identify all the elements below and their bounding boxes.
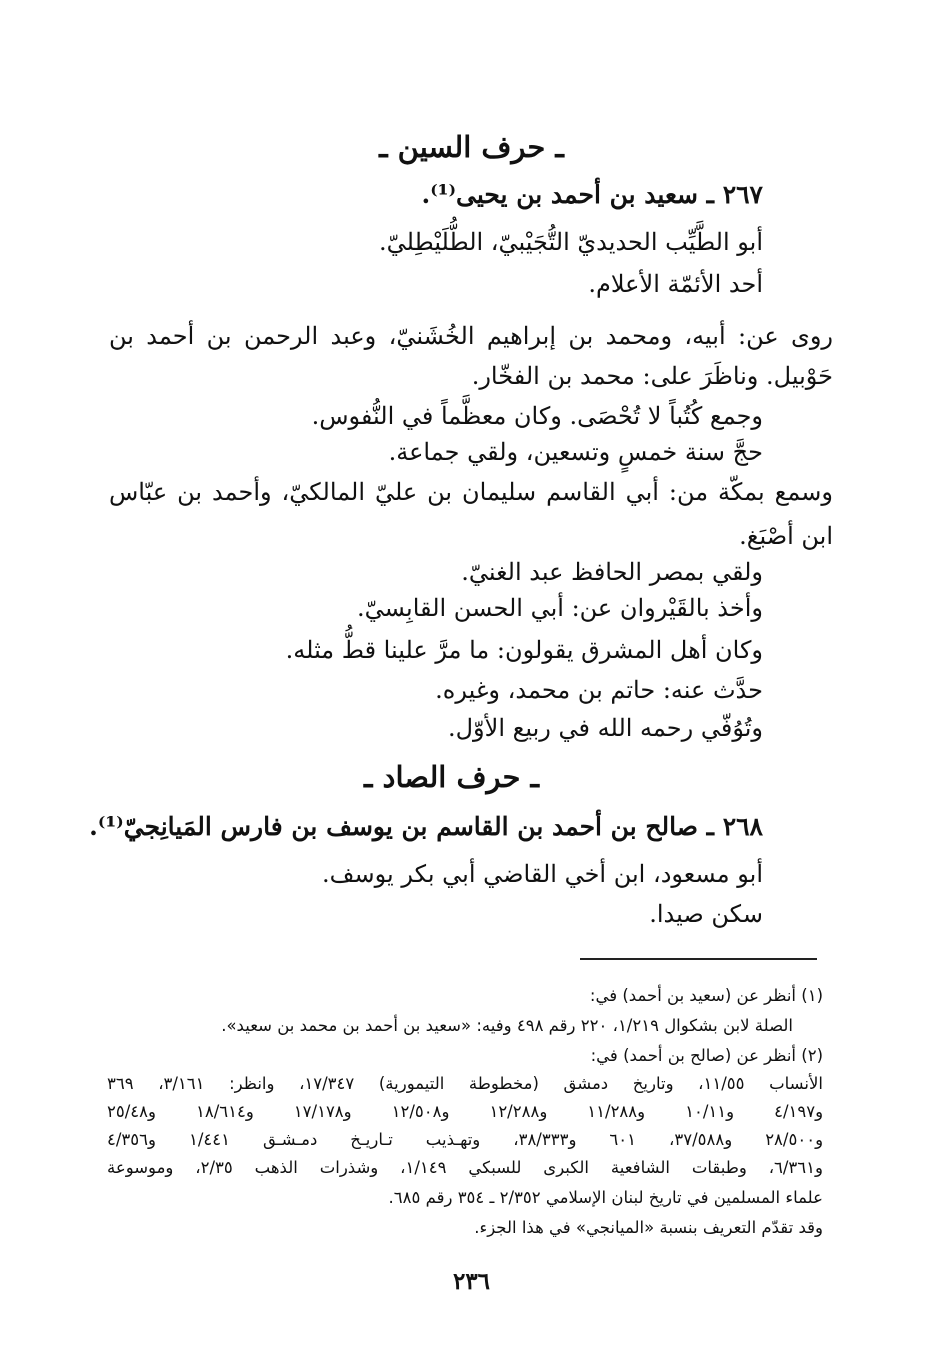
entry-267-line-11: وكان أهل المشرق يقولون: ما مرَّ علينا قطُّ مثله. [285, 636, 763, 664]
entry-267-line-6: حجَّ سنة خمسٍ وتسعين، ولقي جماعة. [388, 438, 763, 466]
footnote-2-heading: (٢) أنظر عن (صالح بن أحمد) في: [590, 1046, 823, 1065]
footnote-2-line-6: وقد تقدّم التعريف بنسبة «الميانجي» في هذا الجزء. [474, 1218, 823, 1237]
entry-268-line-2: سكن صيدا. [649, 900, 763, 928]
footnote-2-line-5: علماء المسلمين في تاريخ لبنان الإسلامي ٢/٣٥٢ ـ ٣٥٤ رقم ٦٨٥. [388, 1188, 823, 1207]
entry-267-line-13: وتُوُفّي رحمه الله في ربيع الأوّل. [447, 714, 763, 742]
entry-267-line-5: وجمع كُتُباً لا تُحْصَى. وكان معظَّماً في النُّفوس. [311, 402, 763, 430]
entry-267-title: ٢٦٧ ـ سعيد بن أحمد بن يحيى⁽¹⁾. [421, 180, 763, 209]
section-heading-sad: ـ حرف الصاد ـ [363, 760, 540, 794]
entry-268-title: ٢٦٨ ـ صالح بن أحمد بن القاسم بن يوسف بن فارس المَيانِجيّ⁽¹⁾. [89, 812, 763, 841]
entry-267-line-7: وسمع بمكّة من: أبي القاسم سليمان بن عليّ المالكيّ، وأحمد بن عبّاس [109, 478, 833, 506]
footnote-separator [580, 958, 817, 960]
footnote-1-heading: (١) أنظر عن (سعيد بن أحمد) في: [589, 986, 823, 1005]
entry-268-line-1: أبو مسعود، ابن أخي القاضي أبي بكر يوسف. [322, 860, 763, 888]
entry-267-line-4: حَوْبيل. وناظَرَ على: محمد بن الفخّار. [471, 362, 833, 390]
entry-267-line-3: روى عن: أبيه، ومحمد بن إبراهيم الخُشَنيّ، وعبد الرحمن بن أحمد بن [109, 322, 833, 350]
footnote-1-text: الصلة لابن بشكوال ١/٢١٩، ٢٢٠ رقم ٤٩٨ وفيه: «سعيد بن أحمد بن محمد بن سعيد». [221, 1016, 793, 1035]
footnote-2-line-4: و٦/٣٦١، وطبقات الشافعية الكبرى للسبكي ١/١٤٩، وشذرات الذهب ٢/٣٥، وموسوعة [107, 1158, 823, 1177]
entry-267-line-12: حدَّث عنه: حاتم بن محمد، وغيره. [435, 676, 763, 704]
entry-267-line-1: أبو الطَّيِّب الحديديّ التُّجَيْبيّ، الطُّلَيْطِليّ. [379, 228, 763, 256]
entry-267-line-10: وأخذ بالقَيْروان عن: أبي الحسن القابِسيّ. [357, 594, 763, 622]
entry-267-line-9: ولقي بمصر الحافظ عبد الغنيّ. [461, 558, 763, 586]
section-heading-sin: ـ حرف السين ـ [379, 130, 564, 164]
page-number: ٢٣٦ [452, 1268, 491, 1295]
footnote-2-line-1: الأنساب ١١/٥٥، وتاريخ دمشق (مخطوطة التيمورية) ١٧/٣٤٧، وانظر: ٣/١٦١، ٣٦٩ [107, 1074, 823, 1093]
entry-267-line-8: ابن أصْبَغ. [739, 522, 833, 550]
footnote-2-line-3: و٢٨/٥٠٠ و٣٧/٥٨٨، ٦٠١ و٣٨/٣٣٣، وتهـذيب تـاريـخ دمـشـق ١/٤٤١ و٤/٣٥٦ [107, 1130, 824, 1149]
footnote-2-line-2: و٤/١٩٧ و١٠/١١ و١١/٢٨٨ و١٢/٢٨٨ و١٢/٥٠٨ و١٧/١٧٨ و١٨/٦١٤ و٢٥/٤٨ [107, 1102, 824, 1121]
entry-267-line-2: أحد الأئمّة الأعلام. [588, 270, 763, 298]
